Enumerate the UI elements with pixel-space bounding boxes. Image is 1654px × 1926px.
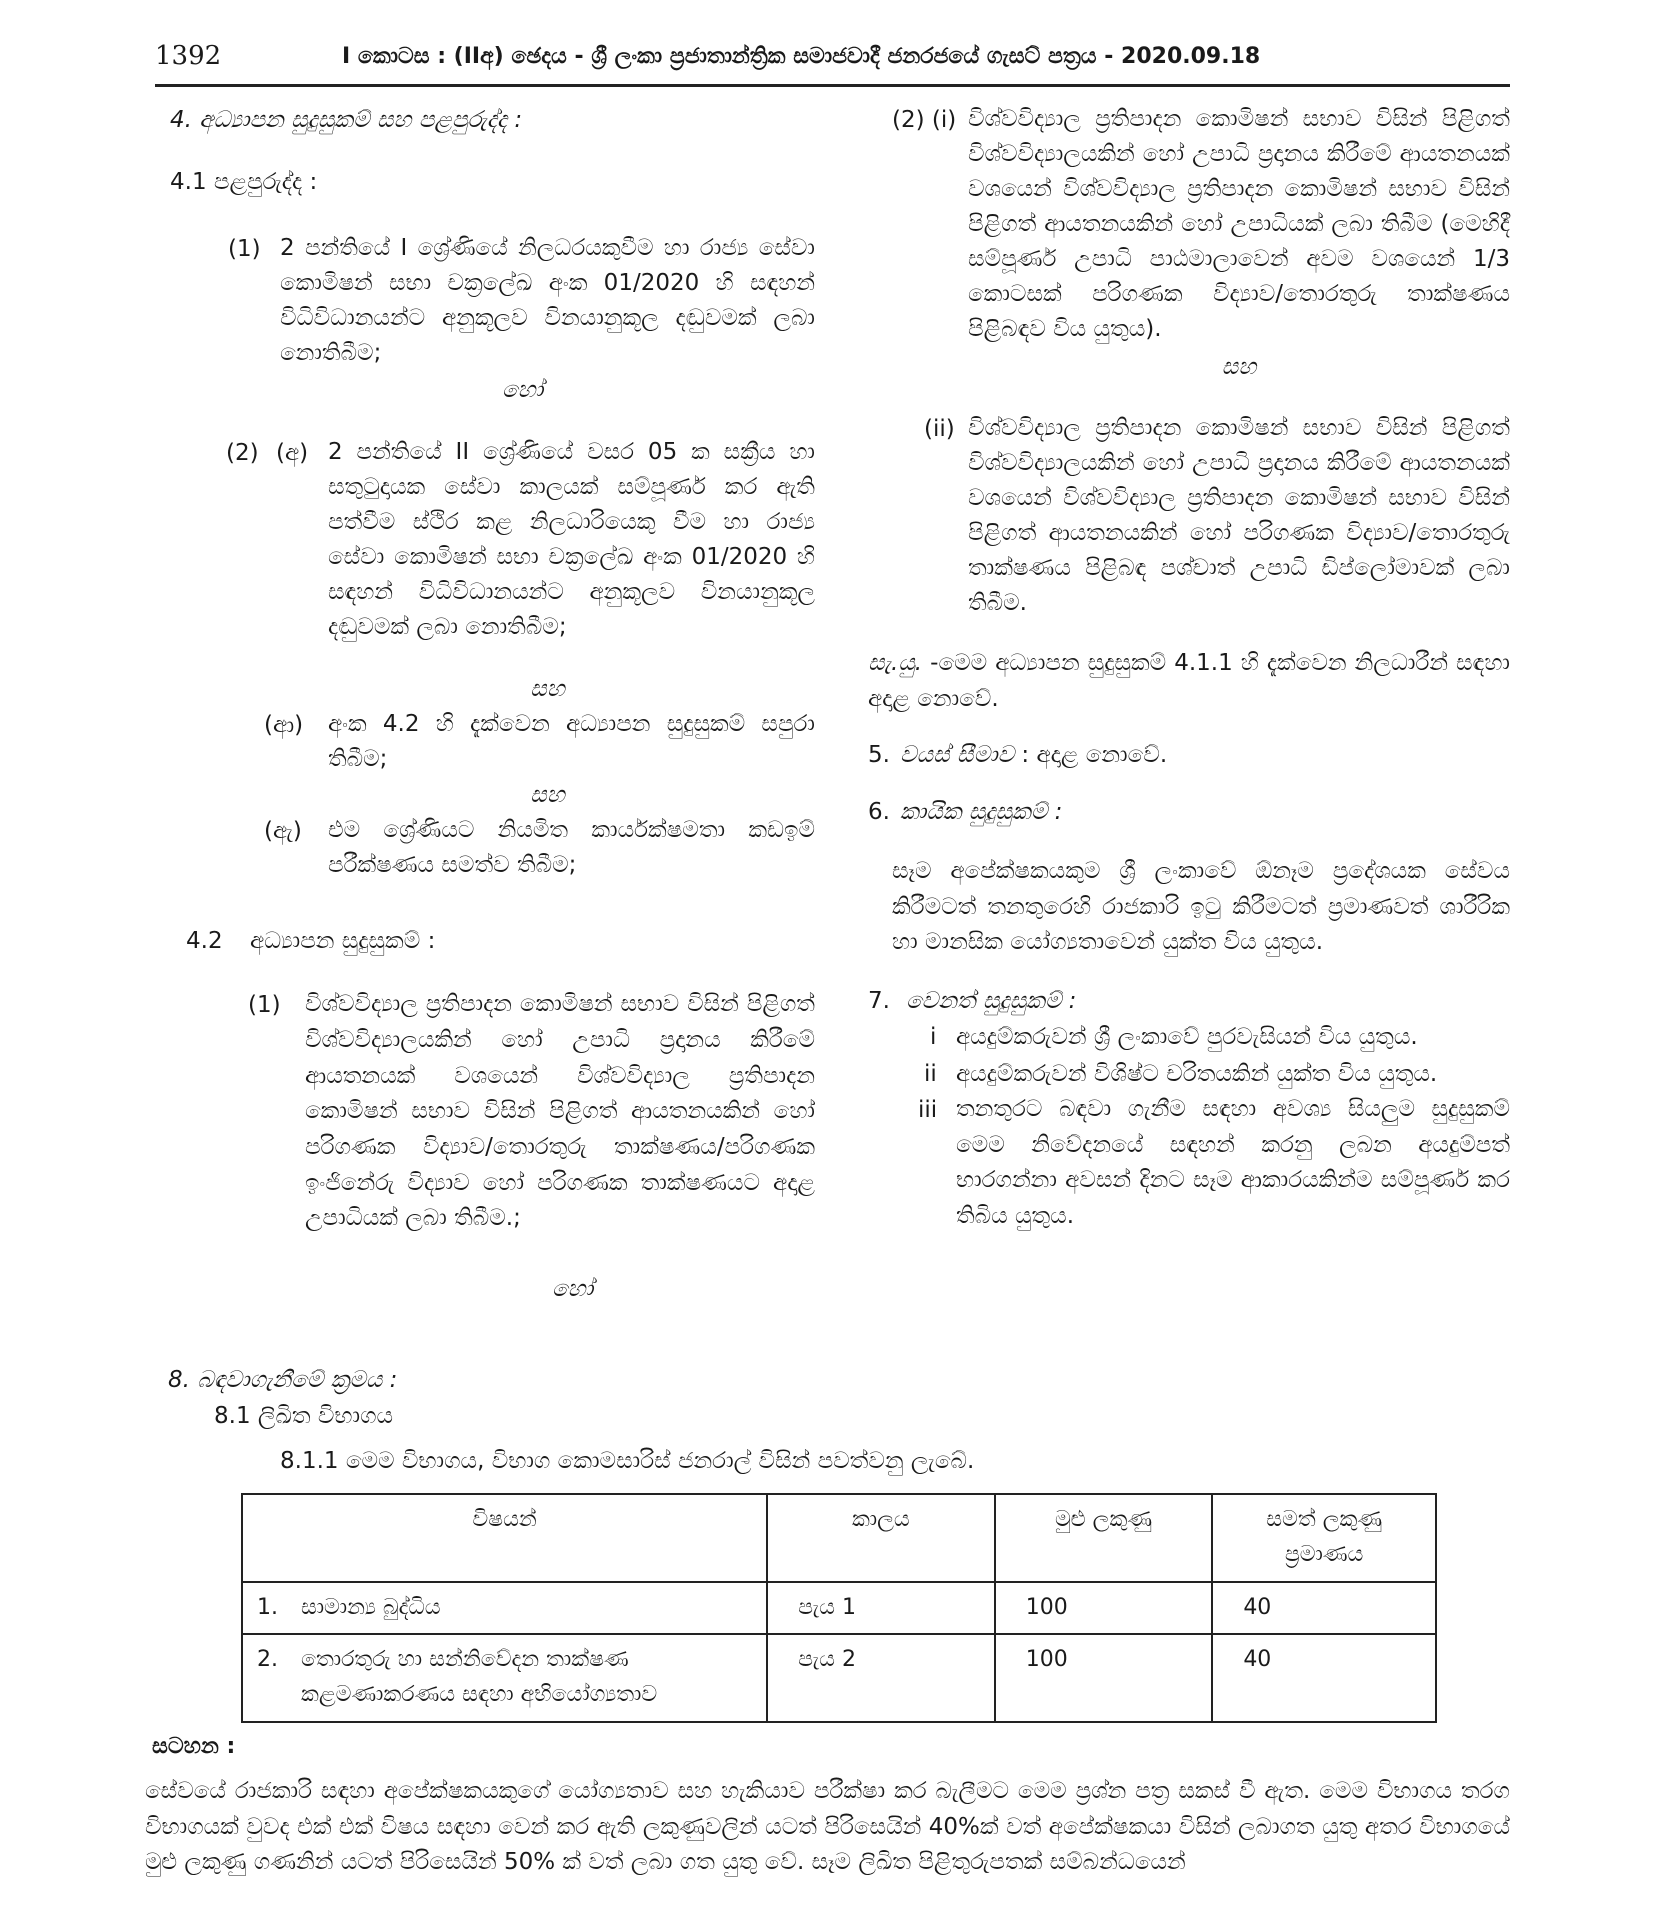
header-total-marks: මුළු ලකුණු [995, 1494, 1213, 1582]
subject-name: තොරතුරු හා සන්නිවේදන තාක්ෂණ කළමණාකරණය සඳහා අභියෝග්‍යතාව [301, 1647, 658, 1707]
header-rule [155, 84, 1510, 87]
section-4-2-heading [170, 923, 815, 959]
subject-cell [242, 1634, 767, 1722]
duration-cell: පැය 1 [767, 1582, 995, 1635]
item-text: විශ්වවිද්‍යාල ප්‍රතිපාදන කොමිෂන් සභාව විසින් පිළිගත් විශ්වවිද්‍යාලයකින් හෝ උපාධි ප්‍රදානය කිරීමේ ආයතනයක් වශයෙන් විශ්වවිද්‍යාල ප්‍රතිපාදන කොමිෂන් සභාව විසින් පිළිගත් ආයතනයකින් හෝ පරිගණක විද්‍යාව/තොරතුරු තාක්ෂණය/පරිගණක ඉංජිනේරු විද්‍යාව හෝ පරිගණක තාක්ෂණයට අදාළ උපාධියක් ලබා තිබීම.; [305, 991, 815, 1232]
section-number: 5. [868, 742, 890, 769]
sub-item-number: (අ) [276, 439, 309, 466]
gazette-title: I කොටස : (IIඅ) ඡෙදය - ශ්‍රී ලංකා ප්‍රජාතාන්ත්‍රික සමාජවාදී ජනරජයේ ගැසට් පත්‍රය - 2020.09.18 [342, 44, 1261, 69]
subject-name: සාමාන්‍ය බුද්ධිය [301, 1594, 441, 1620]
item-text: විශ්වවිද්‍යාල ප්‍රතිපාදන කොමිෂන් සභාව විසින් පිළිගත් විශ්වවිද්‍යාලයකින් හෝ උපාධි ප්‍රදානය කිරීමේ ආයතනයක් වශයෙන් විශ්වවිද්‍යාල ප්‍රතිපාදන කොමිෂන් සභාව විසින් පිළිගත් ආයතනයකින් හෝ පරිගණක විද්‍යාව/තොරතුරු තාක්ෂණය පිළිබඳ පශ්චාත් උපාධි ඩිප්ලෝමාවක් ලබා තිබීම. [968, 415, 1510, 616]
header-pass-marks: සමත් ලකුණු ප්‍රමාණය [1212, 1494, 1436, 1582]
item-text: විශ්වවිද්‍යාල ප්‍රතිපාදන කොමිෂන් සභාව විසින් පිළිගත් විශ්වවිද්‍යාලයකින් හෝ උපාධි ප්‍රදානය කිරීමේ ආයතනයක් වශයෙන් විශ්වවිද්‍යාල ප්‍රතිපාදන කොමිෂන් සභාව විසින් පිළිගත් ආයතනයකින් හෝ උපාධියක් ලබා තිබීම (මෙහිදී සම්පූර්ණ උපාධි පාඨමාලාවෙන් අවම වශයෙන් 1/3 කොටසක් පරිගණක විද්‍යාව/තොරතුරු තාක්ෂණය පිළිබඳව විය යුතුය). [968, 106, 1510, 342]
list-item [868, 1092, 1510, 1235]
section-8-title: 8. බඳවාගැනීමේ ක්‍රමය : [168, 1367, 398, 1393]
item-number: i [930, 1024, 937, 1051]
item-text: අයදුම්කරුවන් විශිෂ්ට චරිතයකින් යුක්ත විය යුතුය. [956, 1060, 1438, 1087]
age-limit-text: : අදාළ නොවේ. [1014, 742, 1168, 769]
left-column [170, 102, 815, 1307]
item-4-1-2ae [170, 813, 815, 883]
note-body: සේවයේ රාජකාරි සඳහා අපේක්ෂකයකුගේ යෝග්‍යතාව සහ හැකියාව පරීක්ෂා කර බැලීමට මෙම ප්‍රශ්න පත්‍ර සකස් වී ඇත. මෙම විභාගය තරග විභාගයක් වුවද එක් එක් විෂය සඳහා වෙන් කර ඇති ලකුණුවලින් යටත් පිරිසෙයින් 40%ක් වත් අපේක්ෂකයා විසින් ලබාගත යුතු අතර විභාගයේ මුළු ලකුණු ගණනින් යටත් පිරිසෙයින් 50% ක් වත් ලබා ගත යුතු වේ. සෑම ලිඛිත පිළිතුරුපතක් සම්බන්ධයෙන් [145, 1778, 1510, 1876]
note-label: සැ.යු. [868, 649, 923, 676]
section-6-heading [868, 794, 1510, 830]
subject-cell [242, 1582, 767, 1635]
total-marks-cell: 100 [995, 1634, 1213, 1722]
item-number: iii [918, 1096, 938, 1123]
note-4-1-1 [868, 645, 1510, 718]
age-limit-label: වයස් සීමාව [900, 742, 1015, 769]
item-number: (2) [226, 439, 259, 466]
header-duration: කාලය [767, 1494, 995, 1582]
item-4-2-1 [170, 987, 815, 1236]
item-text: අංක 4.2 හි දැක්වෙන අධ්‍යාපන සුදුසුකම් සපුරා තිබීම; [328, 710, 815, 772]
section-number: 4.2 [186, 927, 223, 954]
item-text: 2 පන්තියේ II ශ්‍රේණියේ වසර 05 ක සක්‍රීය හා සතුටුදායක සේවා කාලයක් සම්පූර්ණ කර ඇති පත්වීම ස්ථිර කළ නිලධාරියෙකු වීම හා රාජ්‍ය සේවා කොමිෂන් සභා චක්‍රලේඛ අංක 01/2020 හි සඳහන් විධිවිධානයන්ට අනුකූලව විනයානුකූල දඬුවමක් ලබා නොතිබීම; [328, 438, 815, 640]
note-title: සටහන : [152, 1734, 236, 1759]
section-8-1-1-text: 8.1.1 මෙම විභාගය, විභාග කොමසාරිස් ජනරාල් විසින් පවත්වනු ලැබේ. [280, 1447, 975, 1474]
item-4-2-2-ii [868, 411, 1510, 621]
section-7-heading [868, 983, 1510, 1019]
conjunction-or: හෝ [551, 1275, 594, 1302]
item-4-1-2aa [170, 707, 815, 777]
item-text: එම ශ්‍රේණියට නියමිත කාර්යක්ෂමතා කඩඉම් පරීක්ෂණය සමත්ව තිබීම; [328, 817, 815, 879]
duration-cell: පැය 2 [767, 1634, 995, 1722]
section-6-text: සෑම අපේක්ෂකයකුම ශ්‍රී ලංකාවේ ඕනෑම ප්‍රදේශයක සේවය කිරීමටත් තනතුරෙහි රාජකාරි ඉටු කිරීමටත් ප්‍රමාණවත් ශාරීරික හා මානසික යෝග්‍යතාවෙන් යුක්ත විය යුතුය. [892, 858, 1510, 956]
item-text: තනතුරට බඳවා ගැනීම සඳහා අවශ්‍ය සියලුම සුදුසුකම් මෙම නිවේදනයේ සඳහන් කරනු ලබන අයදුම්පත් භාරගන්නා අවසන් දිනට සෑම ආකාරයකින්ම සම්පූර්ණ කර තිබිය යුතුය. [956, 1095, 1510, 1229]
exam-table [241, 1493, 1437, 1723]
section-number: 6. [868, 798, 890, 825]
item-4-1-1 [170, 231, 815, 371]
section-8 [168, 1362, 1513, 1479]
page-number: 1392 [155, 41, 222, 71]
table-row [242, 1634, 1436, 1722]
item-text: 2 පන්තියේ I ශ්‍රේණියේ නිලධරයකුවීම හා රාජ්‍ය සේවා කොමිෂන් සභා චක්‍රලේඛ අංක 01/2020 හි සඳහන් විධිවිධානයන්ට අනුකූලව විනයානුකූල දඬුවමක් ලබා නොතිබීම; [280, 234, 815, 366]
row-number: 1. [257, 1594, 278, 1620]
item-number: (1) [248, 992, 281, 1019]
header-subjects: විෂයන් [242, 1494, 767, 1582]
item-number: (ii) [924, 416, 955, 442]
item-number: (2) (i) [892, 107, 957, 133]
section-number: 7. [868, 987, 890, 1014]
section-7-title: වෙනත් සුදුසුකම් : [906, 987, 1077, 1014]
item-text: අයදුම්කරුවන් ශ්‍රී ලංකාවේ පුරවැසියන් විය යුතුය. [956, 1024, 1418, 1051]
table-header-row [242, 1494, 1436, 1582]
list-item [868, 1019, 1510, 1055]
item-number: ii [924, 1060, 937, 1087]
row-number: 2. [257, 1647, 278, 1673]
conjunction-and: සහ [530, 781, 565, 808]
sub-item-number: (ඇ) [264, 818, 302, 845]
table-row [242, 1582, 1436, 1635]
section-6-title: කායික සුදුසුකම් : [900, 798, 1063, 825]
pass-marks-cell: 40 [1212, 1582, 1436, 1635]
conjunction-and: සහ [1221, 353, 1257, 380]
sub-item-number: (ආ) [264, 711, 304, 738]
total-marks-cell: 100 [995, 1582, 1213, 1635]
section-4-title: 4. අධ්‍යාපන සුදුසුකම් සහ පළපුරුද්ද : [170, 107, 523, 133]
item-4-1-2a [170, 435, 815, 645]
section-4-1-title: 4.1 පළපුරුද්ද : [170, 169, 318, 196]
item-4-2-2-i [868, 102, 1510, 347]
section-4-2-title: අධ්‍යාපන සුදුසුකම් : [250, 927, 436, 954]
pass-marks-cell: 40 [1212, 1634, 1436, 1722]
right-column [868, 102, 1510, 1235]
item-number: (1) [228, 235, 261, 262]
section-8-1-title: 8.1 ලිඛිත විභාගය [214, 1403, 394, 1430]
section-5 [868, 737, 1510, 773]
note-text: -මෙම අධ්‍යාපන සුදුසුකම් 4.1.1 හි දැක්වෙන නිලධාරීන් සඳහා අදාළ නොවේ. [868, 649, 1510, 713]
conjunction-or: හෝ [501, 377, 544, 404]
list-item [868, 1056, 1510, 1092]
conjunction-and: සහ [530, 675, 565, 702]
